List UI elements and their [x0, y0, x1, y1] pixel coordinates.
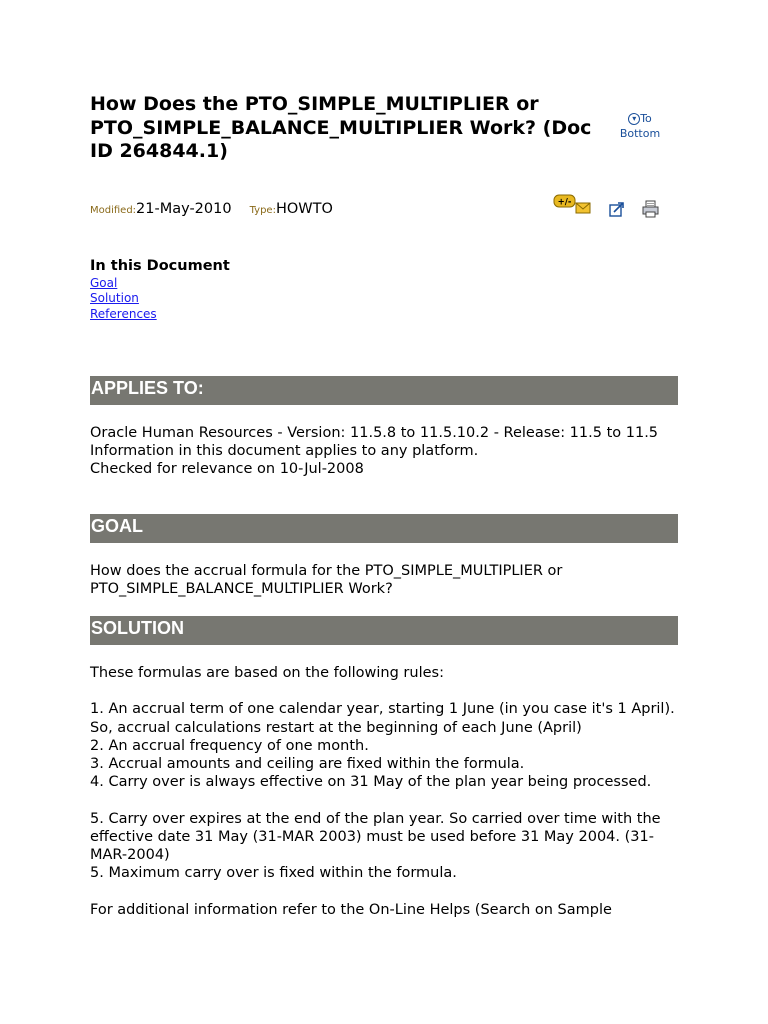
goal-line: How does the accrual formula for the PTO_SIMPLE_MULTIPLIER or PTO_SIMPLE_BALANCE_MULTIPLIER Work?	[90, 563, 563, 598]
solution-line: 5. Maximum carry over is fixed within the formula.	[90, 865, 457, 882]
applies-line: Information in this document applies to any platform.	[90, 443, 479, 460]
to-bottom-label-1: To	[640, 112, 652, 125]
solution-text	[90, 664, 680, 919]
table-of-contents	[90, 276, 157, 322]
toc-heading: In this Document	[90, 258, 230, 274]
solution-line: 2. An accrual frequency of one month.	[90, 737, 369, 754]
applies-line: Oracle Human Resources - Version: 11.5.8 to 11.5.10.2 - Release: 11.5 to 11.5	[90, 425, 659, 441]
doc-type: HOWTO	[275, 201, 333, 217]
open-external-icon[interactable]	[609, 201, 625, 217]
solution-line: 4. Carry over is always effective on 31 May of the plan year being processed.	[90, 774, 652, 791]
solution-line: 5. Carry over expires at the end of the plan year. So carried over time with the effective date 31 May (31-MAR 2003) must be used before 31 May 2004. (31-MAR-2004)	[90, 810, 661, 863]
applies-to-text	[90, 424, 680, 479]
rate-icon	[554, 195, 575, 208]
email-icon	[576, 203, 590, 213]
toc-link-goal[interactable]: Goal	[90, 276, 118, 290]
print-icon[interactable]	[642, 200, 660, 218]
solution-line: 1. An accrual term of one calendar year, starting 1 June (in you case it's 1 April). So, accrual calculations restart at the beginning of each June (April)	[90, 701, 675, 736]
goal-text	[90, 562, 680, 598]
arrow-down-icon: ▾	[628, 113, 640, 125]
rate-email-button[interactable]	[553, 194, 591, 216]
solution-header: SOLUTION	[90, 616, 678, 645]
type-label: Type:	[249, 205, 276, 216]
solution-line: 3. Accrual amounts and ceiling are fixed within the formula.	[90, 756, 525, 772]
goal-header: GOAL	[90, 514, 678, 543]
to-bottom-label-2: Bottom	[619, 127, 661, 140]
solution-line	[90, 882, 680, 900]
applies-line: Checked for relevance on 10-Jul-2008	[90, 461, 364, 478]
solution-line	[90, 791, 680, 809]
toc-link-solution[interactable]: Solution	[90, 291, 139, 306]
document-title: How Does the PTO_SIMPLE_MULTIPLIER or PTO_SIMPLE_BALANCE_MULTIPLIER Work? (Doc ID 264844.1)	[90, 93, 592, 162]
document-meta	[90, 201, 333, 217]
applies-to-header: APPLIES TO:	[90, 376, 678, 405]
modified-date: 21-May-2010	[136, 201, 232, 217]
rate-label: +/-	[557, 197, 572, 208]
modified-label: Modified:	[90, 205, 137, 216]
solution-line: For additional information refer to the On-Line Helps (Search on Sample	[90, 901, 612, 918]
solution-line	[90, 682, 680, 700]
to-bottom-link[interactable]	[617, 111, 663, 141]
solution-line: These formulas are based on the following rules:	[90, 665, 444, 681]
toc-link-references[interactable]: References	[90, 306, 157, 321]
